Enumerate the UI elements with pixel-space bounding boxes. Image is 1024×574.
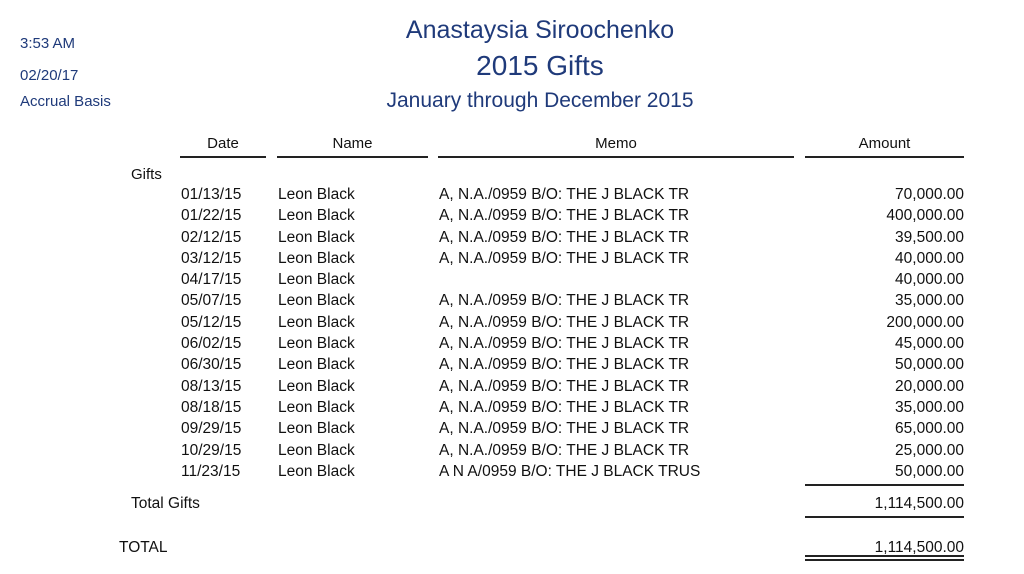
table-row (0, 333, 1024, 354)
total-gifts-amount: 1,114,500.00 (874, 495, 964, 512)
cell-memo: A, N.A./0959 B/O: THE J BLACK TR (439, 292, 690, 310)
cell-name: Leon Black (278, 292, 355, 310)
cell-name: Leon Black (278, 356, 355, 374)
column-header-date: Date (180, 135, 266, 158)
cell-name: Leon Black (278, 420, 355, 438)
cell-memo: A, N.A./0959 B/O: THE J BLACK TR (439, 356, 690, 374)
cell-memo: A, N.A./0959 B/O: THE J BLACK TR (439, 207, 690, 225)
cell-amount: 65,000.00 (895, 420, 964, 438)
table-row (0, 397, 1024, 418)
column-header-memo: Memo (438, 135, 794, 158)
grand-total-double-rule-top (805, 555, 964, 557)
cell-memo: A, N.A./0959 B/O: THE J BLACK TR (439, 420, 690, 438)
cell-amount: 45,000.00 (895, 335, 964, 353)
report-date: 02/20/17 (20, 67, 79, 84)
transaction-list (0, 184, 1024, 482)
section-label-gifts: Gifts (131, 166, 162, 183)
subtotal-underline (805, 516, 964, 518)
cell-date: 09/29/15 (181, 420, 242, 438)
column-header-name: Name (277, 135, 428, 158)
cell-amount: 25,000.00 (895, 441, 964, 459)
cell-amount: 39,500.00 (895, 228, 964, 246)
cell-name: Leon Black (278, 228, 355, 246)
cell-memo: A, N.A./0959 B/O: THE J BLACK TR (439, 335, 690, 353)
cell-amount: 70,000.00 (895, 186, 964, 203)
cell-name: Leon Black (278, 462, 355, 480)
cell-date: 08/18/15 (181, 398, 242, 416)
table-row (0, 248, 1024, 269)
cell-name: Leon Black (278, 398, 355, 416)
cell-name: Leon Black (278, 441, 355, 459)
report-basis: Accrual Basis (20, 93, 111, 110)
cell-memo: A, N.A./0959 B/O: THE J BLACK TR (439, 398, 690, 416)
table-row (0, 227, 1024, 248)
cell-amount: 35,000.00 (895, 398, 964, 416)
cell-amount: 40,000.00 (895, 271, 964, 289)
cell-date: 04/17/15 (181, 271, 242, 289)
company-name: Anastaysia Siroochenko (405, 16, 675, 44)
cell-memo: A, N.A./0959 B/O: THE J BLACK TR (439, 228, 690, 246)
cell-date: 08/13/15 (181, 377, 242, 395)
cell-date: 05/07/15 (181, 292, 242, 310)
cell-memo: A, N.A./0959 B/O: THE J BLACK TR (439, 313, 690, 331)
cell-date: 11/23/15 (181, 462, 241, 480)
table-row (0, 354, 1024, 375)
table-row (0, 290, 1024, 311)
report-time: 3:53 AM (20, 35, 76, 52)
cell-name: Leon Black (278, 249, 355, 267)
table-row (0, 205, 1024, 226)
grand-total-amount: 1,114,500.00 (874, 539, 964, 556)
cell-date: 10/29/15 (181, 441, 242, 459)
cell-date: 06/30/15 (181, 356, 242, 374)
cell-memo: A, N.A./0959 B/O: THE J BLACK TR (439, 249, 690, 267)
cell-name: Leon Black (278, 335, 355, 353)
total-gifts-label: Total Gifts (131, 495, 200, 512)
cell-name: Leon Black (278, 186, 355, 203)
cell-name: Leon Black (278, 377, 355, 395)
subtotal-rule (805, 484, 964, 486)
cell-date: 01/13/15 (181, 186, 242, 203)
cell-name: Leon Black (278, 271, 355, 289)
cell-date: 05/12/15 (181, 313, 242, 331)
report-period: January through December 2015 (386, 89, 694, 112)
cell-memo: A, N.A./0959 B/O: THE J BLACK TR (439, 186, 690, 203)
column-header-amount: Amount (805, 135, 964, 158)
grand-total-double-rule-bottom (805, 559, 964, 561)
cell-amount: 400,000.00 (886, 207, 964, 225)
cell-amount: 40,000.00 (895, 249, 964, 267)
cell-name: Leon Black (278, 313, 355, 331)
cell-memo: A, N.A./0959 B/O: THE J BLACK TR (439, 441, 690, 459)
table-row (0, 312, 1024, 333)
report-title: 2015 Gifts (476, 50, 604, 81)
cell-amount: 35,000.00 (895, 292, 964, 310)
cell-amount: 20,000.00 (895, 377, 964, 395)
cell-memo: A, N.A./0959 B/O: THE J BLACK TR (439, 377, 690, 395)
table-row (0, 376, 1024, 397)
cell-memo: A N A/0959 B/O: THE J BLACK TRUS (439, 462, 701, 480)
table-row (0, 461, 1024, 482)
cell-date: 06/02/15 (181, 335, 242, 353)
table-row (0, 418, 1024, 439)
cell-date: 02/12/15 (181, 228, 242, 246)
cell-amount: 200,000.00 (886, 313, 964, 331)
cell-amount: 50,000.00 (895, 462, 964, 480)
table-row (0, 440, 1024, 461)
grand-total-label: TOTAL (119, 539, 168, 556)
table-row (0, 184, 1024, 205)
cell-date: 03/12/15 (181, 249, 242, 267)
cell-amount: 50,000.00 (895, 356, 964, 374)
table-row (0, 269, 1024, 290)
cell-name: Leon Black (278, 207, 355, 225)
cell-date: 01/22/15 (181, 207, 242, 225)
